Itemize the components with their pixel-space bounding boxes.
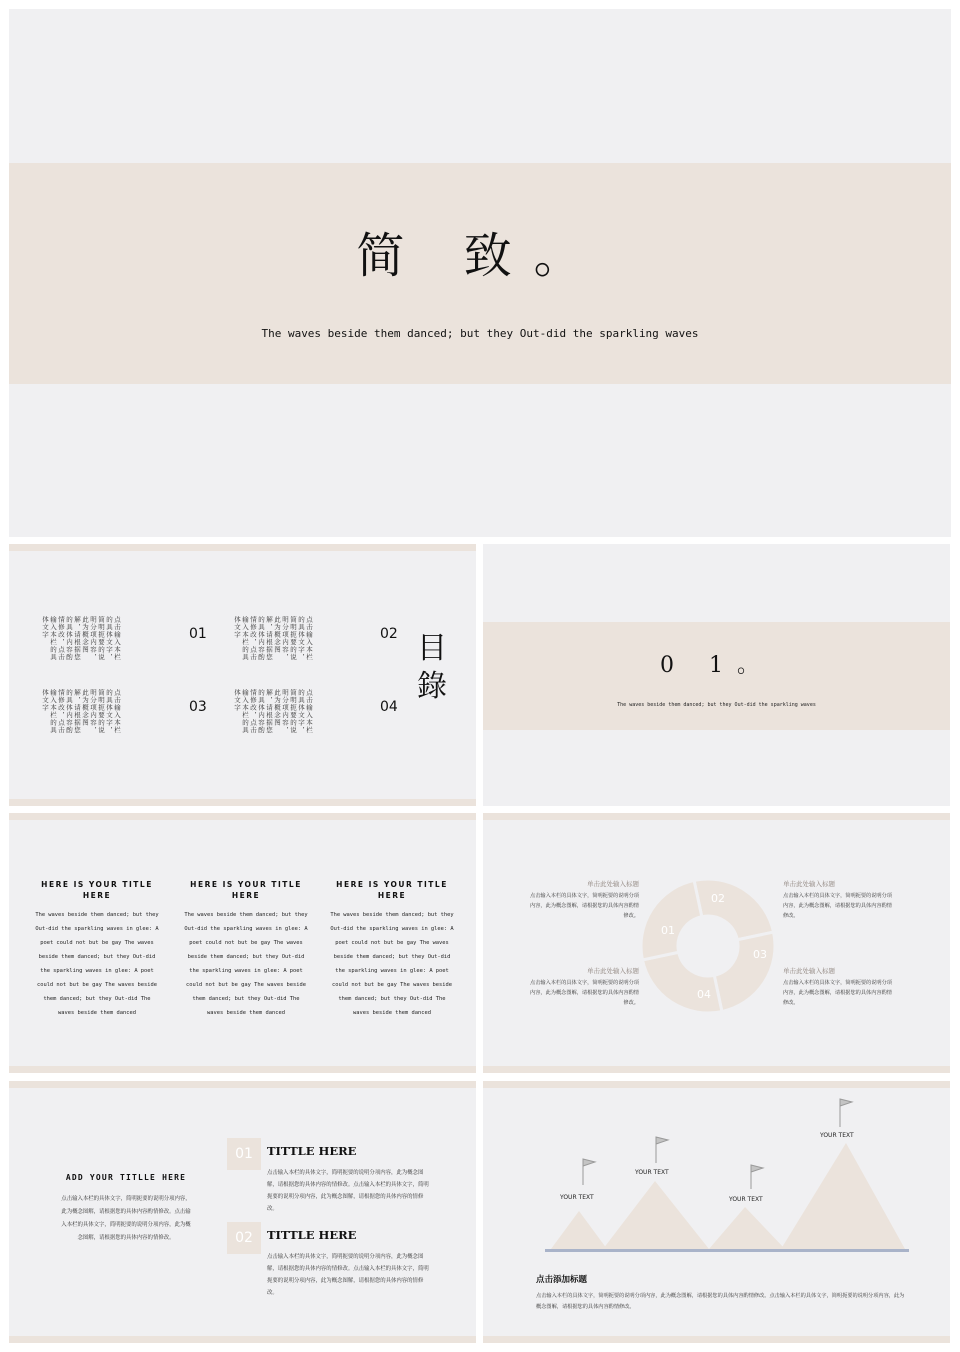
mountains-heading: 点击添加标题 [536,1275,588,1285]
toc-item-3-text: 点击输入本栏的具体文字，简明扼要的说明分项内容，此为概念图解，请根据您的具体内容酌情修改，点击输入本栏的具体文字 [41,689,121,734]
column-3-body: The waves beside them danced; but they Out-did the sparkling waves in glee: A poet could not but be gay The waves beside them danced; but they Out-did the sparkling waves in glee: A poet could not but be gay The waves beside them danced; but they Out-did The waves beside them danced [330,912,454,1016]
cycle-slide [483,813,950,1073]
column-1-title: HERE IS YOUR TITLE HERE [41,880,153,900]
toc-item-2-text: 点击输入本栏的具体文字，简明扼要的说明分项内容，此为概念图解，请根据您的具体内容酌情修改，点击输入本栏的具体文字 [233,616,313,661]
section-slide [483,544,950,806]
mountain-3-label: YOUR TEXT [729,1196,763,1203]
cycle-text-3: 单击此处输入标题 点击输入本栏的具体文字，简明扼要的说明分项内容，此为概念图解，请根据您的具体内容酌情修改。 [530,967,639,1006]
cover-subtitle: The waves beside them danced; but they Out-did the sparkling waves [261,327,699,340]
item-1-body: 点击输入本栏的具体文字，简明扼要的说明分项内容，此为概念图解，请根据您的具体内容的情修改。点击输入本栏的具体文字，简明扼要的说明分项内容，此为概念图解，请根据您的具体内容的情修改。 [267,1170,429,1212]
section-number: 0 1。 [660,653,773,678]
mountain-1-label: YOUR TEXT [560,1194,594,1201]
column-1-body: The waves beside them danced; but they Out-did the sparkling waves in glee: A poet could not but be gay The waves beside them danced; but they Out-did the sparkling waves in glee: A poet could not but be gay The waves beside them danced; but they Out-did The waves beside them danced [35,912,159,1016]
top-edge [9,813,476,820]
mountains-body: 点击输入本栏的具体文字，简明扼要的说明分项内容，此为概念图解，请根据您的具体内容酌情修改。点击输入本栏的具体文字，简明扼要的说明分项内容，此为概念图解，请根据您的具体内容酌情修改。 [536,1293,905,1310]
columns-slide [9,813,476,1073]
mountain-2 [603,1181,709,1249]
top-edge [483,813,950,820]
toc-item-4-number[interactable]: 04 [380,699,398,715]
toc-item-1-text: 点击输入本栏的具体文字，简明扼要的说明分项内容，此为概念图解，请根据您的具体内容酌情修改，点击输入本栏的具体文字 [41,616,121,661]
cycle-label-1: 01 [661,924,675,937]
column-2 [183,879,309,1020]
cover-title: 简 致。 [356,228,604,284]
top-edge [9,544,476,551]
mountain-1 [551,1211,607,1249]
toc-item-4-text: 点击输入本栏的具体文字，简明扼要的说明分项内容，此为概念图解，请根据您的具体内容酌情修改，点击输入本栏的具体文字 [233,689,313,734]
mountain-4 [781,1143,905,1249]
list-slide [9,1081,476,1343]
mountain-3 [709,1207,785,1249]
toc-item-3-number[interactable]: 03 [189,699,207,715]
cycle-label-3: 03 [753,948,767,961]
flag-1-icon [583,1159,595,1166]
flag-4-icon [840,1099,852,1106]
column-3-title: HERE IS YOUR TITLE HERE [336,880,448,900]
mountain-4-label: YOUR TEXT [820,1132,854,1139]
column-1 [34,879,160,1020]
top-edge [9,1081,476,1088]
item-2-number: 02 [227,1222,261,1254]
cycle-segment-1 [633,880,708,959]
bottom-edge [9,1336,476,1343]
bottom-edge [483,1336,950,1343]
cover-slide [9,9,951,537]
toc-title: 目 錄 [417,631,447,704]
column-2-title: HERE IS YOUR TITLE HERE [190,880,302,900]
toc-item-1-number[interactable]: 01 [189,626,207,642]
bottom-edge [483,1066,950,1073]
mountains-graphic [483,1081,950,1261]
cycle-label-4: 04 [697,988,711,1001]
list-heading: ADD YOUR TITLLE HERE [65,1173,187,1182]
mountain-2-label: YOUR TEXT [635,1169,669,1176]
toc-slide [9,544,476,806]
cycle-label-2: 02 [711,892,725,905]
column-2-body: The waves beside them danced; but they Out-did the sparkling waves in glee: A poet could not but be gay The waves beside them danced; but they Out-did the sparkling waves in glee: A poet could not but be gay The waves beside them danced; but they Out-did The waves beside them danced [184,912,308,1016]
item-2-body: 点击输入本栏的具体文字，简明扼要的说明分项内容，此为概念图解，请根据您的具体内容的情修改。点击输入本栏的具体文字，简明扼要的说明分项内容，此为概念图解，请根据您的具体内容的情修改。 [267,1254,429,1296]
toc-item-2-number[interactable]: 02 [380,626,398,642]
item-2-title: TITTLE HERE [267,1228,357,1242]
cycle-text-1: 单击此处输入标题 点击输入本栏的具体文字，简明扼要的说明分项内容，此为概念图解，请根据您的具体内容酌情修改。 [530,880,639,919]
section-subtitle: The waves beside them danced; but they Out-did the sparkling waves [617,702,816,708]
ground-line [545,1249,909,1252]
bottom-edge [9,1066,476,1073]
cycle-text-4: 单击此处输入标题 点击输入本栏的具体文字，简明扼要的说明分项内容，此为概念图解，请根据您的具体内容酌情修改。 [783,967,892,1006]
mountains-slide [483,1081,950,1343]
flag-2-icon [656,1137,668,1144]
list-body: 点击输入本栏的具体文字，简明扼要的说明分项内容，此为概念图解，请根据您的具体内容酌情修改。点击输入本栏的具体文字，简明扼要的说明分项内容，此为概念图解，请根据您的具体内容的情修改。 [61,1196,191,1241]
bottom-edge [9,799,476,806]
column-3 [329,879,455,1020]
item-1-number: 01 [227,1138,261,1170]
flag-3-icon [751,1165,763,1172]
item-1-title: TITTLE HERE [267,1144,357,1158]
cycle-text-2: 单击此处输入标题 点击输入本栏的具体文字，简明扼要的说明分项内容，此为概念图解，请根据您的具体内容酌情修改。 [783,880,892,919]
cycle-diagram [633,871,783,1021]
